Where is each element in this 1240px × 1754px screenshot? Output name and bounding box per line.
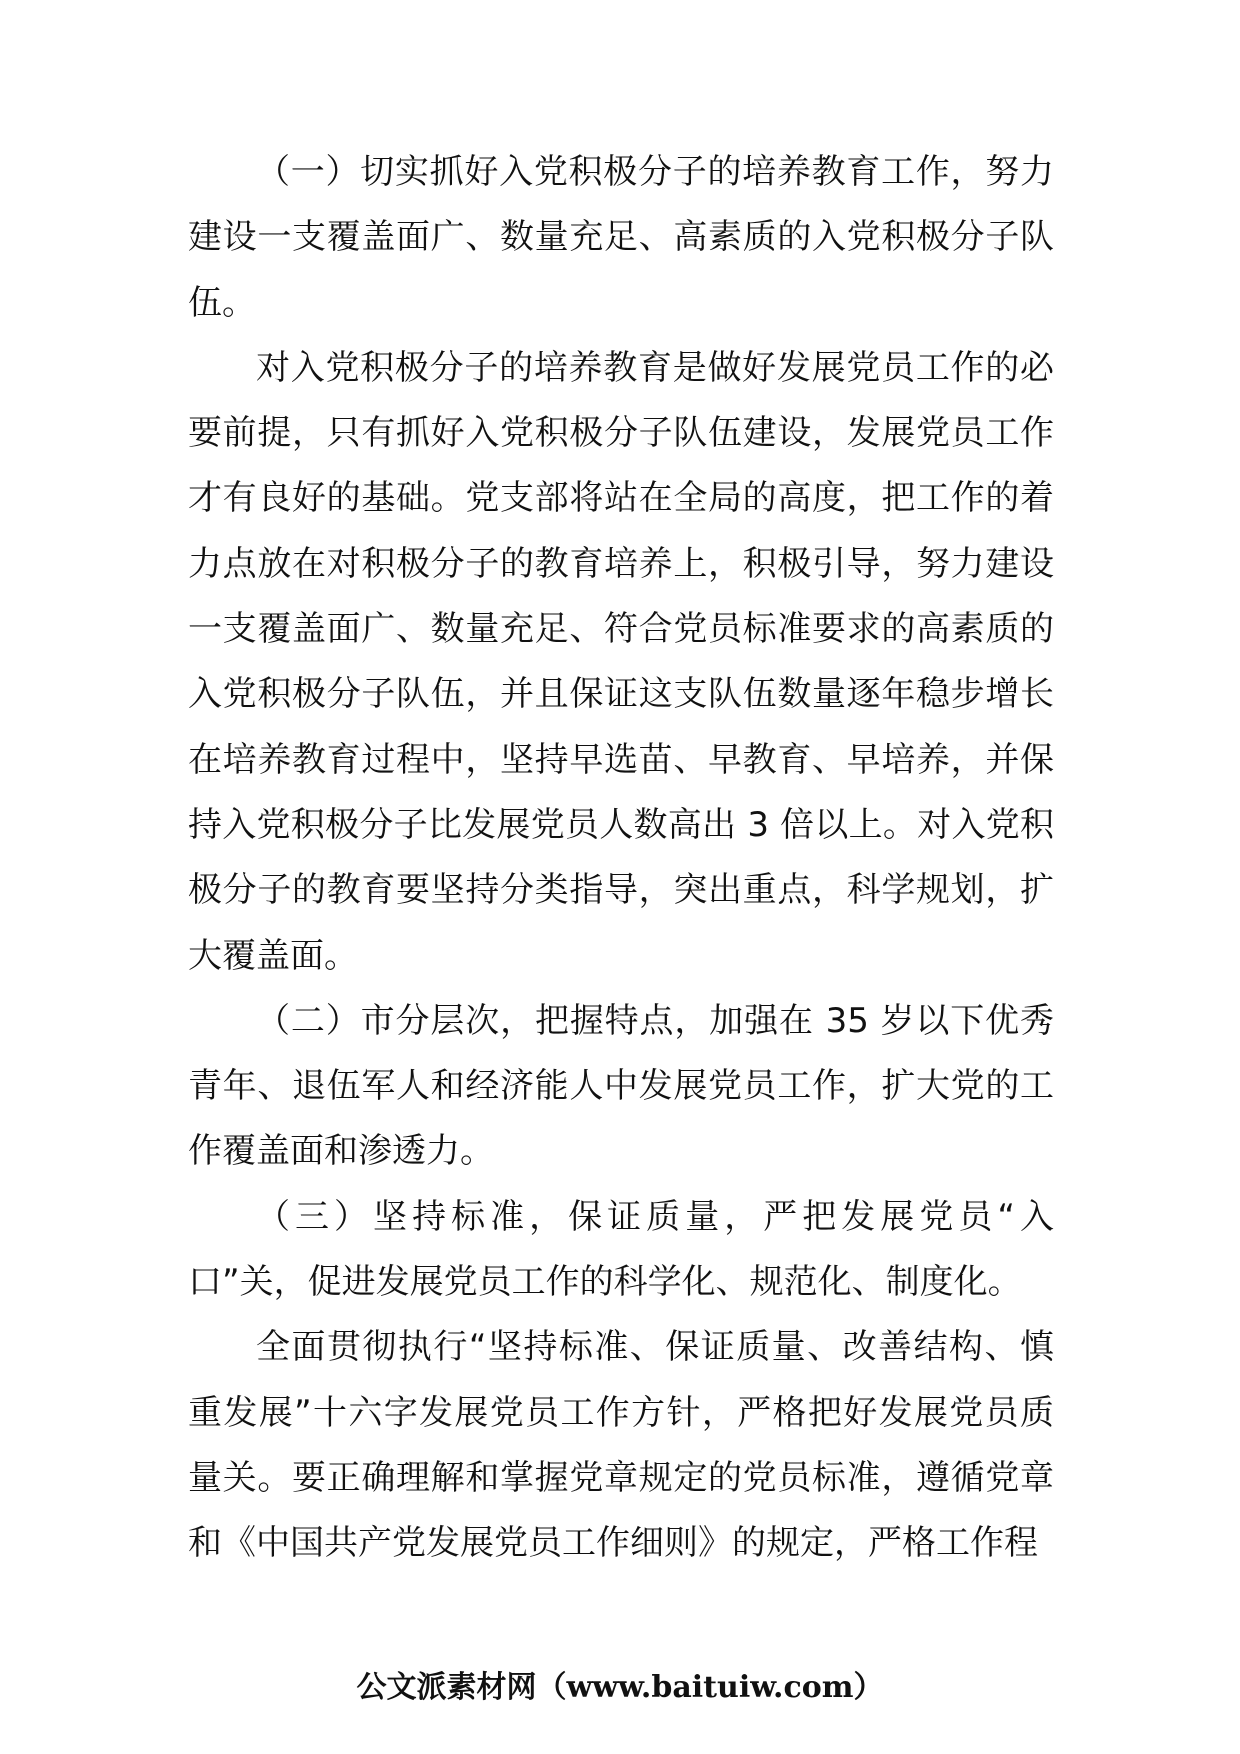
paragraph-heading-1: （一）切实抓好入党积极分子的培养教育工作，努力建设一支覆盖面广、数量充足、高素质的入党积极分子队伍。 — [188, 152, 1054, 323]
paragraph-heading-2: （二）市分层次，把握特点，加强在 35 岁以下优秀青年、退伍军人和经济能人中发展党员工作，扩大党的工作覆盖面和渗透力。 — [188, 1000, 1054, 1172]
paragraph-heading-3: （三）坚持标准，保证质量，严把发展党员“入口”关，促进发展党员工作的科学化、规范化、制度化。 — [188, 1196, 1054, 1303]
paragraph-body-2: 全面贯彻执行“坚持标准、保证质量、改善结构、慎重发展”十六字发展党员工作方针，严格把好发展党员质量关。要正确理解和掌握党章规定的党员标准，遵循党章和《中国共产党发展党员工作细则》的规定，严格工作程 — [188, 1327, 1054, 1564]
document-body — [188, 140, 1054, 1577]
footer-watermark: 公文派素材网（www.baituiw.com） — [356, 1670, 884, 1705]
paragraph-body-1: 对入党积极分子的培养教育是做好发展党员工作的必要前提，只有抓好入党积极分子队伍建设，发展党员工作才有良好的基础。党支部将站在全局的高度，把工作的着力点放在对积极分子的教育培养上，积极引导，努力建设一支覆盖面广、数量充足、符合党员标准要求的高素质的入党积极分子队伍，并且保证这支队伍数量逐年稳步增长在培养教育过程中，坚持早选苗、早教育、早培养，并保持入党积极分子比发展党员人数高出 3 倍以上。对入党积极分子的教育要坚持分类指导，突出重点，科学规划，扩大覆盖面。 — [188, 347, 1054, 976]
